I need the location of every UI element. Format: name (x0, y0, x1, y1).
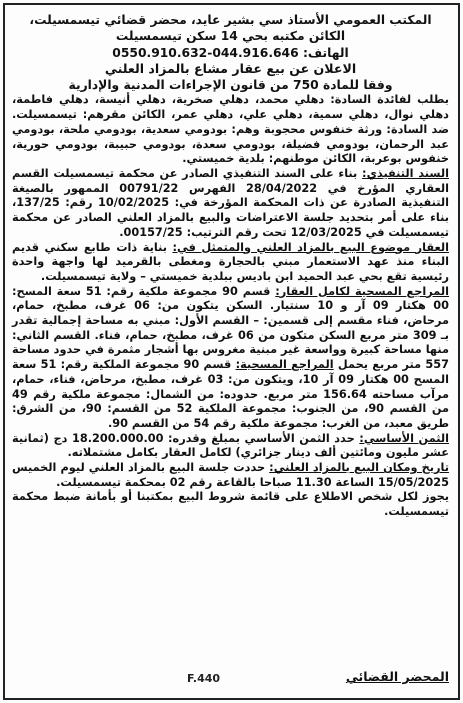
property-label: العقار موضوع البيع بالمزاد العلني والمتمثل في: (172, 240, 450, 254)
reference-code: F.440 (187, 672, 221, 685)
notice-paragraph: يجوز لكل شخص الاطلاع على قائمة شروط البيع بمكتبنا أو بأمانة ضبط محكمة تيسمسيلت. (12, 490, 449, 519)
cadastral-text: قسم 90 مجموعة ملكية رقم: 51 سعة المسح: 00 هكتار 09 آر و 10 سنتيار. السكن يتكون من: 06 غرف، مطبخ، حمام، مرحاض، فناء مقسم إلى قسمين: – القسم الأول: مبني به مساحة إجمالية تقدر بـ 309 متر مربع السكن متكون من 06 غرف، مطبخ، حمام، فناء. القسم الثاني: منها مساحة كبيرة وواسعة غير مبنية مغروس بها أشجار مثمرة في حدود مساحة 557 متر مربع يحمل (12, 284, 450, 372)
office-title: المكتب العمومي الأستاذ سي بشير عايد، محضر قضائي تيسمسيلت، (29, 13, 432, 27)
property-text: بناية ذات طابع سكني قديم البناء منذ عهد الاستعمار مبني بالحجارة ومغطى بالقرميد لها واجهة واحدة رئيسية تقع بحي عبد الحميد ابن باديس ببلدية خميستي – ولاية تيسمسيلت. (12, 240, 449, 283)
bailiff-signature: المحضر القضائي (345, 669, 449, 684)
price-text: حدد الثمن الأساسي بمبلغ وقدره: 18.200.000.00 دج (ثمانية عشر مليون ومائتين ألف دينار جزائري) لكامل العقار بكامل مشتملاته. (12, 431, 449, 460)
enforcement-text: بناء على السند التنفيذي الصادر عن محكمة تيسمسيلت القسم العقاري المؤرخ في 28/04/2022 الفهرس 00791/22 الممهور بالصيغة التنفيذية الصادرة عن ذات المحكمة المؤرخة في: 10/02/2025 رقم: 137/25، بناء على أمر بتحديد جلسة الاعتراضات والبيع بالمزاد العلني الصادر عن محكمة تيسمسيلت في 12/03/2025 تحت رقم الترتيب: 00157/25. (12, 167, 449, 239)
cadastral-label: المراجع المسحية لكامل العقار: (275, 284, 449, 298)
sale-label: تاريخ ومكان البيع بالمزاد العلني: (269, 461, 449, 475)
enforcement-paragraph (12, 167, 449, 241)
parties-paragraph: بطلب لفائدة السادة: دهلي محمد، دهلي صخرية، دهلي أنيسة، دهلي فاطمة، دهلي نوال، دهلي سمية، دهلي علي، دهلي عمر، الكائن مقرهم: تيسمسيلت. ضد السادة: ورثة خنفوس محجوبة وهم: بودومي سعدية، بودومي ملحة، بودومي عبد الرحمان، بودومي فضيلة، بودومي سعدة، بودومي حبيبة، بودومي حورية، خنفوس بوعربة، الكائن موطنهم: بلدية خميستي. (12, 93, 449, 166)
sale-paragraph (12, 461, 449, 490)
cadastral-text-2: قسم 90 مجموعة الملكية رقم: 51 سعة المسح 00 هكتار 09 آر 10، ويتكون من: 03 غرف، مطبخ، مرحاض، فناء، حمام، مرآب مساحته 156.64 متر مربع. حدوده: من الشمال: مجموعة ملكية رقم 49 من القسم 90، من الجنوب: مجموعة الملكية 52 من القسم: 90، من الشرق: طريق معبد، من الغرب: مجموعة ملكية رقم 54 من القسم 90. (12, 358, 449, 430)
legal-basis: وفقا للمادة 750 من قانون الإجراءات المدنية والإدارية (68, 78, 393, 93)
notice-footer (12, 669, 449, 691)
announcement-title: الاعلان عن بيع عقار مشاع بالمزاد العلني (104, 60, 357, 76)
price-paragraph (12, 432, 449, 461)
office-address: الكائن مكتبه بحي 14 سكن تيسمسيلت (115, 29, 346, 44)
sale-text: حددت جلسة البيع بالمزاد العلني ليوم الخميس 15/05/2025 الساعة 11.30 صباحا بالقاعة رقم 02 بمحكمة تيسمسيلت. (12, 461, 449, 489)
enforcement-label: السند التنفيذي: (362, 167, 450, 180)
cadastral-label-2: المراجع المسحية: (235, 358, 334, 372)
notice-body (12, 12, 449, 520)
property-paragraph (12, 241, 449, 285)
cadastral-paragraph (12, 285, 449, 432)
price-label: الثمن الأساسي: (359, 431, 450, 445)
office-phone: الهاتف: 044.916.646-0550.910.632 (112, 45, 349, 60)
